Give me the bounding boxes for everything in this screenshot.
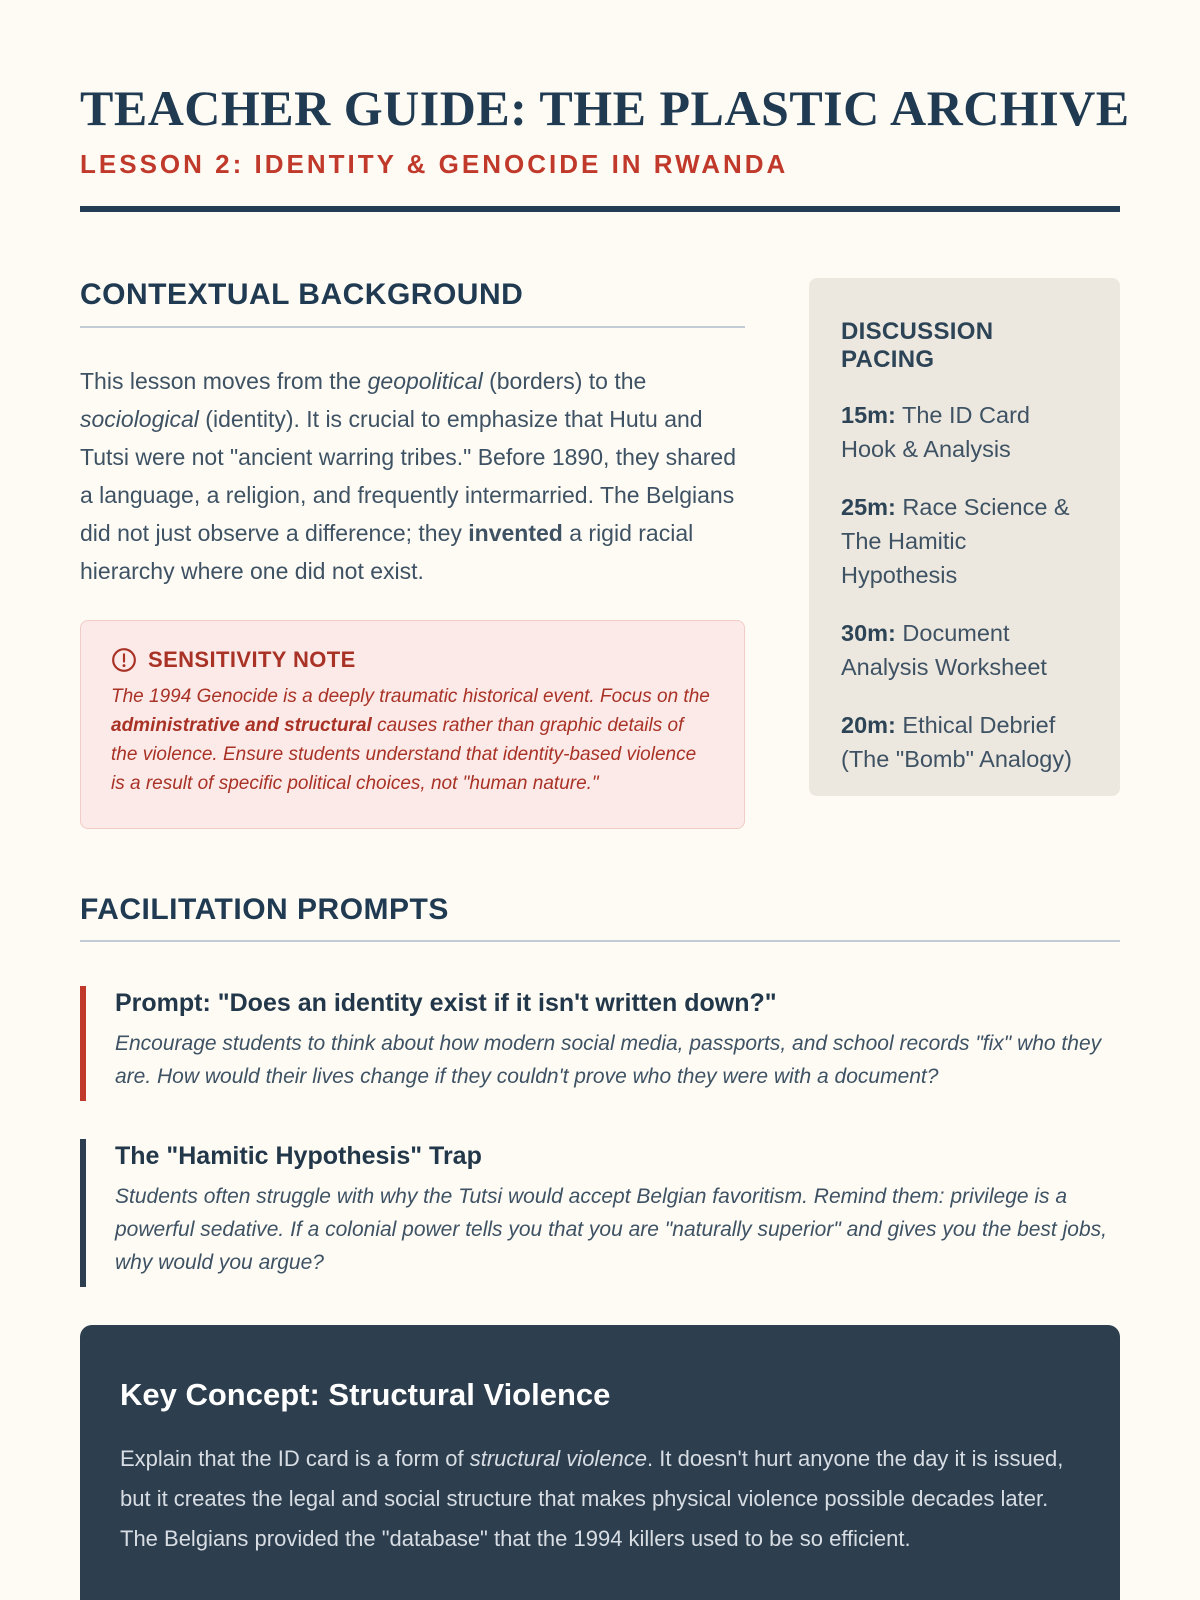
pacing-item-text: Ethical Debrief (The "Bomb" Analogy) xyxy=(841,711,1072,772)
content-columns xyxy=(80,278,1120,829)
sensitivity-note-callout xyxy=(80,620,745,829)
key-concept-title: Key Concept: Structural Violence xyxy=(120,1376,611,1412)
document-header xyxy=(80,0,1130,212)
discussion-pacing-panel xyxy=(809,278,1120,796)
pacing-item-text: Race Science & The Hamitic Hypothesis xyxy=(841,493,1070,588)
discussion-pacing-heading: DISCUSSION PACING xyxy=(841,317,994,373)
pacing-item xyxy=(841,398,1088,466)
prompt-card-hamitic-hypothesis xyxy=(80,1139,1120,1287)
pacing-item-text: The ID Card Hook & Analysis xyxy=(841,401,1030,462)
key-concept-body: Explain that the ID card is a form of structural violence. It doesn't hurt anyone the day it is issued, but it creates the legal and social structure that makes physical violence possible decades later. The Belgians provided the "database" that the 1994 killers used to be so efficient. xyxy=(120,1445,1064,1551)
section-heading-contextual-background: CONTEXTUAL BACKGROUND xyxy=(80,278,745,328)
page-title: TEACHER GUIDE: THE PLASTIC ARCHIVE xyxy=(80,80,1130,136)
pacing-item xyxy=(841,616,1088,684)
section-heading-facilitation-prompts: FACILITATION PROMPTS xyxy=(80,893,1120,942)
pacing-item-time: 20m: xyxy=(841,711,896,738)
pacing-item-time: 25m: xyxy=(841,493,896,520)
prompt-title: The "Hamitic Hypothesis" Trap xyxy=(115,1141,482,1170)
sensitivity-note-body: The 1994 Genocide is a deeply traumatic historical event. Focus on the administrative and structural causes rather than graphic details of the violence. Ensure students understand that identity-based violence is a result of specific political choices, not "human nature." xyxy=(111,685,710,794)
pacing-item-time: 15m: xyxy=(841,401,896,428)
sensitivity-note-title: SENSITIVITY NOTE xyxy=(148,646,356,672)
pacing-item-text: Document Analysis Worksheet xyxy=(841,619,1047,680)
pacing-item-time: 30m: xyxy=(841,619,896,646)
sensitivity-note-header xyxy=(111,647,714,673)
header-divider xyxy=(80,206,1120,212)
page-subtitle: LESSON 2: IDENTITY & GENOCIDE IN RWANDA xyxy=(80,148,789,179)
contextual-background-paragraph: This lesson moves from the geopolitical (borders) to the sociological (identity). It is crucial to emphasize that Hutu and Tutsi were not "ancient warring tribes." Before 1890, they shared a language, a religion, and frequently intermarried. The Belgians did not just observe a difference; they invented a rigid racial hierarchy where one did not exist. xyxy=(80,367,736,584)
prompt-title: Prompt: "Does an identity exist if it isn't written down?" xyxy=(115,988,777,1017)
prompt-body: Students often struggle with why the Tutsi would accept Belgian favoritism. Remind them: privilege is a powerful sedative. If a colonial power tells you that you are "naturally superior" and gives you the best jobs, why would you argue? xyxy=(115,1184,1107,1274)
contextual-background-section xyxy=(80,278,745,829)
facilitation-prompts-section xyxy=(80,893,1120,1287)
pacing-item xyxy=(841,490,1088,592)
prompt-body: Encourage students to think about how modern social media, passports, and school records "fix" who they are. How would their lives change if they couldn't prove who they were with a document? xyxy=(115,1031,1102,1088)
alert-circle-icon xyxy=(111,647,137,673)
key-concept-panel xyxy=(80,1325,1120,1600)
pacing-item xyxy=(841,708,1088,776)
prompt-card-identity xyxy=(80,986,1120,1101)
